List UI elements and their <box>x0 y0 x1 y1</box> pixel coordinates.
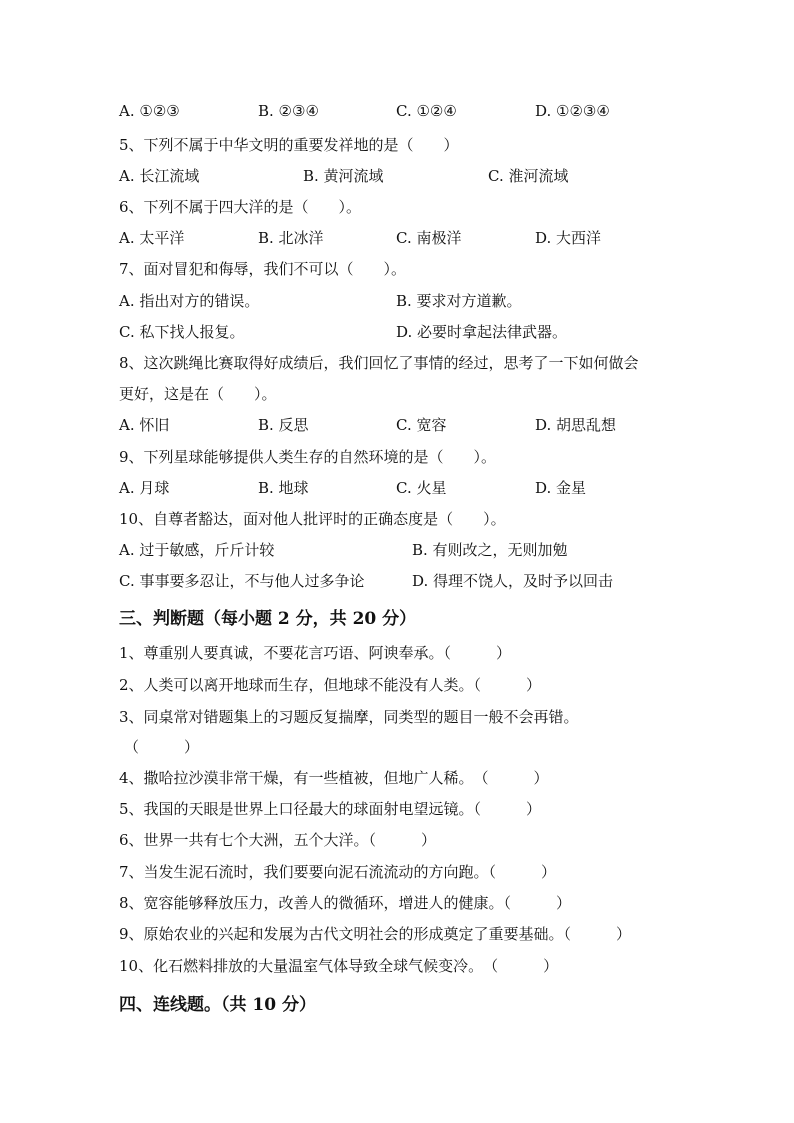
q10-stem: 10、自尊者豁达，面对他人批评时的正确态度是（ ）。 <box>119 510 506 528</box>
judge-item-10: 10、化石燃料排放的大量温室气体导致全球气候变冷。 （ ） <box>119 957 559 975</box>
q8-stem-line2: 更好，这是在（ ）。 <box>119 385 277 403</box>
q6-option-c: C. 南极洋 <box>396 229 462 247</box>
q4-option-c: C. ①②④ <box>396 102 457 120</box>
q8-stem-line1: 8、这次跳绳比赛取得好成绩后，我们回忆了事情的经过，思考了一下如何做会 <box>119 354 639 372</box>
q10-option-b: B. 有则改之，无则加勉 <box>412 541 568 559</box>
q4-option-b: B. ②③④ <box>258 102 319 120</box>
q9-option-d: D. 金星 <box>535 479 587 497</box>
q9-option-a: A. 月球 <box>119 479 170 497</box>
q10-option-c: C. 事事要多忍让，不与他人过多争论 <box>119 572 365 590</box>
judge-item-4: 4、撒哈拉沙漠非常干燥，有一些植被，但地广人稀。 （ ） <box>119 769 549 787</box>
q5-stem: 5、下列不属于中华文明的重要发祥地的是（ ） <box>119 136 459 154</box>
judge-item-8: 8、宽容能够释放压力，改善人的微循环，增进人的健康。（ ） <box>119 894 572 912</box>
section3-title: 三、判断题（每小题 2 分，共 20 分） <box>119 609 417 629</box>
q8-option-d: D. 胡思乱想 <box>535 416 617 434</box>
q5-option-b: B. 黄河流域 <box>303 167 384 185</box>
q6-option-b: B. 北冰洋 <box>258 229 324 247</box>
q7-option-d: D. 必要时拿起法律武器。 <box>396 323 568 341</box>
q7-option-b: B. 要求对方道歉。 <box>396 292 522 310</box>
q9-stem: 9、下列星球能够提供人类生存的自然环境的是（ ）。 <box>119 448 497 466</box>
judge-item-5: 5、我国的天眼是世界上口径最大的球面射电望远镜。（ ） <box>119 800 542 818</box>
judge-item-2: 2、人类可以离开地球而生存，但地球不能没有人类。（ ） <box>119 676 542 694</box>
q7-stem: 7、面对冒犯和侮辱，我们不可以（ ）。 <box>119 260 407 278</box>
q8-option-a: A. 怀旧 <box>119 416 170 434</box>
judge-item-1: 1、尊重别人要真诚，不要花言巧语、阿谀奉承。（ ） <box>119 644 512 662</box>
judge-item-9: 9、原始农业的兴起和发展为古代文明社会的形成奠定了重要基础。（ ） <box>119 925 632 943</box>
q9-option-b: B. 地球 <box>258 479 309 497</box>
q10-option-a: A. 过于敏感，斤斤计较 <box>119 541 275 559</box>
q10-option-d: D. 得理不饶人，及时予以回击 <box>412 572 614 590</box>
q4-option-a: A. ①②③ <box>119 102 180 120</box>
q7-option-c: C. 私下找人报复。 <box>119 323 245 341</box>
q9-option-c: C. 火星 <box>396 479 447 497</box>
judge-item-3: 3、同桌常对错题集上的习题反复揣摩，同类型的题目一般不会再错。 <box>119 708 579 726</box>
q7-option-a: A. 指出对方的错误。 <box>119 292 260 310</box>
q5-option-a: A. 长江流域 <box>119 167 200 185</box>
judge-item-3-bracket: （ ） <box>124 738 200 756</box>
q6-option-a: A. 太平洋 <box>119 229 185 247</box>
judge-item-7: 7、当发生泥石流时，我们要要向泥石流流动的方向跑。（ ） <box>119 863 557 881</box>
q8-option-b: B. 反思 <box>258 416 309 434</box>
judge-item-6: 6、世界一共有七个大洲，五个大洋。（ ） <box>119 831 437 849</box>
q4-option-d: D. ①②③④ <box>535 102 610 120</box>
section4-title: 四、连线题。（共 10 分） <box>119 995 316 1015</box>
q5-option-c: C. 淮河流域 <box>488 167 569 185</box>
q6-option-d: D. 大西洋 <box>535 229 602 247</box>
q8-option-c: C. 宽容 <box>396 416 447 434</box>
q6-stem: 6、下列不属于四大洋的是（ ）。 <box>119 198 362 216</box>
